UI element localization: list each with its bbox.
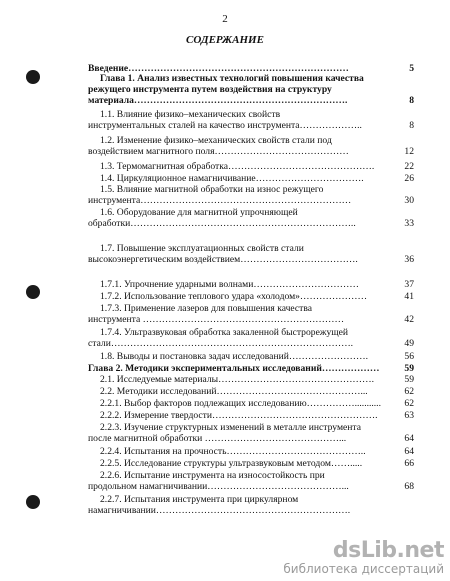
- toc-entry: [88, 243, 414, 265]
- toc-page-number: 41: [404, 291, 414, 302]
- toc-entry-line: стали………………………………………………………………….: [88, 338, 354, 349]
- toc-entry-line: высокоэнергетическим воздействием……………………………….: [88, 254, 358, 265]
- toc-entry-line: 2.2.2. Измерение твердости…………………………………………….: [100, 410, 378, 421]
- toc-entry: [88, 291, 414, 302]
- toc-page-number: 62: [404, 398, 414, 409]
- toc-entry: [88, 374, 414, 385]
- toc-entry: [88, 207, 414, 229]
- toc-entry: [88, 173, 414, 184]
- toc-entry: [88, 351, 414, 362]
- toc-entry: [88, 161, 414, 172]
- toc-page-number: 68: [404, 481, 414, 492]
- toc-entry-line: 2.2. Методики исследований………………………………………...: [100, 386, 368, 397]
- toc-page-number: 37: [404, 279, 414, 290]
- toc-entry: [88, 422, 414, 444]
- toc-entry-line: 2.1. Исследуемые материалы………………………………………….: [100, 374, 375, 385]
- toc-entry: [88, 386, 414, 397]
- toc-entry: [88, 184, 414, 206]
- toc-page-number: 26: [404, 173, 414, 184]
- toc-entry: [88, 470, 414, 492]
- toc-entry-line: 1.2. Изменение физико–механических свойств стали под: [100, 135, 332, 146]
- watermark-logo: dsLib.net: [332, 538, 444, 563]
- toc-entry-line: 2.2.5. Исследование структуры ультразвуковым методом…….....: [100, 458, 363, 469]
- toc-entry-line: режущего инструмента путем воздействия на структуру: [88, 84, 332, 95]
- page-heading: СОДЕРЖАНИЕ: [186, 34, 264, 46]
- toc-entry-line: инструмента ………………………………………………………: [88, 314, 345, 325]
- toc-entry: [88, 410, 414, 421]
- watermark-subtitle: библиотека диссертаций: [283, 562, 444, 576]
- toc-entry: [88, 363, 414, 374]
- toc-entry: [88, 398, 414, 409]
- toc-entry-line: 2.2.7. Испытания инструмента при циркулярном: [100, 494, 299, 505]
- toc-entry-line: Введение……………………………………………………………: [88, 63, 349, 74]
- toc-entry-line: воздействием магнитного поля……………………………………: [88, 146, 349, 157]
- toc-entry-line: 1.5. Влияние магнитной обработки на износ режущего: [100, 184, 324, 195]
- toc-entry: [88, 303, 414, 325]
- toc-entry-line: материала………………………………………………………….: [88, 95, 348, 106]
- page-number: 2: [222, 13, 228, 25]
- toc-entry-line: 1.7.3. Применение лазеров для повышения качества: [100, 303, 313, 314]
- toc-page-number: 59: [404, 363, 414, 374]
- toc-entry-line: инструмента…………………………………………………………: [88, 195, 352, 206]
- dslib-watermark: [283, 540, 444, 575]
- toc-entry-line: продольном намагничивании……………………………………...: [88, 481, 349, 492]
- toc-entry-line: 1.4. Циркуляционное намагничивание…………………………….: [100, 173, 364, 184]
- toc-entry-line: 1.1. Влияние физико–механических свойств: [100, 109, 281, 120]
- toc-entry: [88, 458, 414, 469]
- toc-entry-line: 2.2.6. Испытание инструмента на износостойкость при: [100, 470, 325, 481]
- toc-entry: [88, 135, 414, 157]
- toc-entry: [88, 109, 414, 131]
- toc-entry-line: 1.7.4. Ультразвуковая обработка закаленной быстрорежущей: [100, 327, 349, 338]
- toc-entry: [88, 279, 414, 290]
- toc-entry: [88, 73, 414, 106]
- toc-page-number: 30: [404, 195, 414, 206]
- toc-entry-line: 1.7.1. Упрочнение ударными волнами……………………………: [100, 279, 359, 290]
- toc-entry-line: 1.3. Термомагнитная обработка……………………………………….: [100, 161, 375, 172]
- toc-entry: [88, 327, 414, 349]
- toc-page-number: 8: [409, 95, 414, 106]
- toc-entry: [88, 494, 414, 516]
- toc-entry-line: после магнитной обработки ……………………………………...: [88, 433, 347, 444]
- binder-hole-mark: [26, 495, 40, 509]
- toc-entry-line: 1.8. Выводы и постановка задач исследований…………………….: [100, 351, 368, 362]
- toc-page-number: 56: [404, 351, 414, 362]
- toc-entry-line: 1.7. Повышение эксплуатационных свойств стали: [100, 243, 304, 254]
- toc-page-number: 36: [404, 254, 414, 265]
- toc-page-number: 66: [404, 458, 414, 469]
- toc-page-number: 59: [404, 374, 414, 385]
- toc-entry-line: Глава 2. Методики экспериментальных исследований………………: [88, 363, 380, 374]
- toc-entry-line: 1.6. Оборудование для магнитной упрочняющей: [100, 207, 298, 218]
- toc-page-number: 8: [409, 120, 414, 131]
- toc-entry-line: 2.2.3. Изучение структурных изменений в металле инструмента: [100, 422, 361, 433]
- toc-entry-line: обработки……………………………………………………………..: [88, 218, 356, 229]
- toc-page-number: 49: [404, 338, 414, 349]
- toc-page-number: 22: [404, 161, 414, 172]
- toc-entry-line: 2.2.1. Выбор факторов подлежащих исследованию……………...........: [100, 398, 381, 409]
- binder-hole-mark: [26, 70, 40, 84]
- toc-entry-line: Глава 1. Анализ известных технологий повышения качества: [100, 73, 364, 84]
- toc-entry-line: инструментальных сталей на качество инструмента………………..: [88, 120, 362, 131]
- toc-entry-line: 2.2.4. Испытания на прочность……………………………………..: [100, 446, 366, 457]
- toc-page-number: 63: [404, 410, 414, 421]
- binder-hole-mark: [26, 285, 40, 299]
- toc-page-number: 62: [404, 386, 414, 397]
- toc-page-number: 64: [404, 433, 414, 444]
- toc-entry-line: намагничивании…………………………………………………….: [88, 505, 351, 516]
- toc-page-number: 5: [409, 63, 414, 74]
- toc-page-number: 64: [404, 446, 414, 457]
- toc-entry: [88, 446, 414, 457]
- toc-entry-line: 1.7.2. Использование теплового удара «холодом»…………………: [100, 291, 368, 302]
- toc-page-number: 42: [404, 314, 414, 325]
- toc-page-number: 33: [404, 218, 414, 229]
- toc-page-number: 12: [404, 146, 414, 157]
